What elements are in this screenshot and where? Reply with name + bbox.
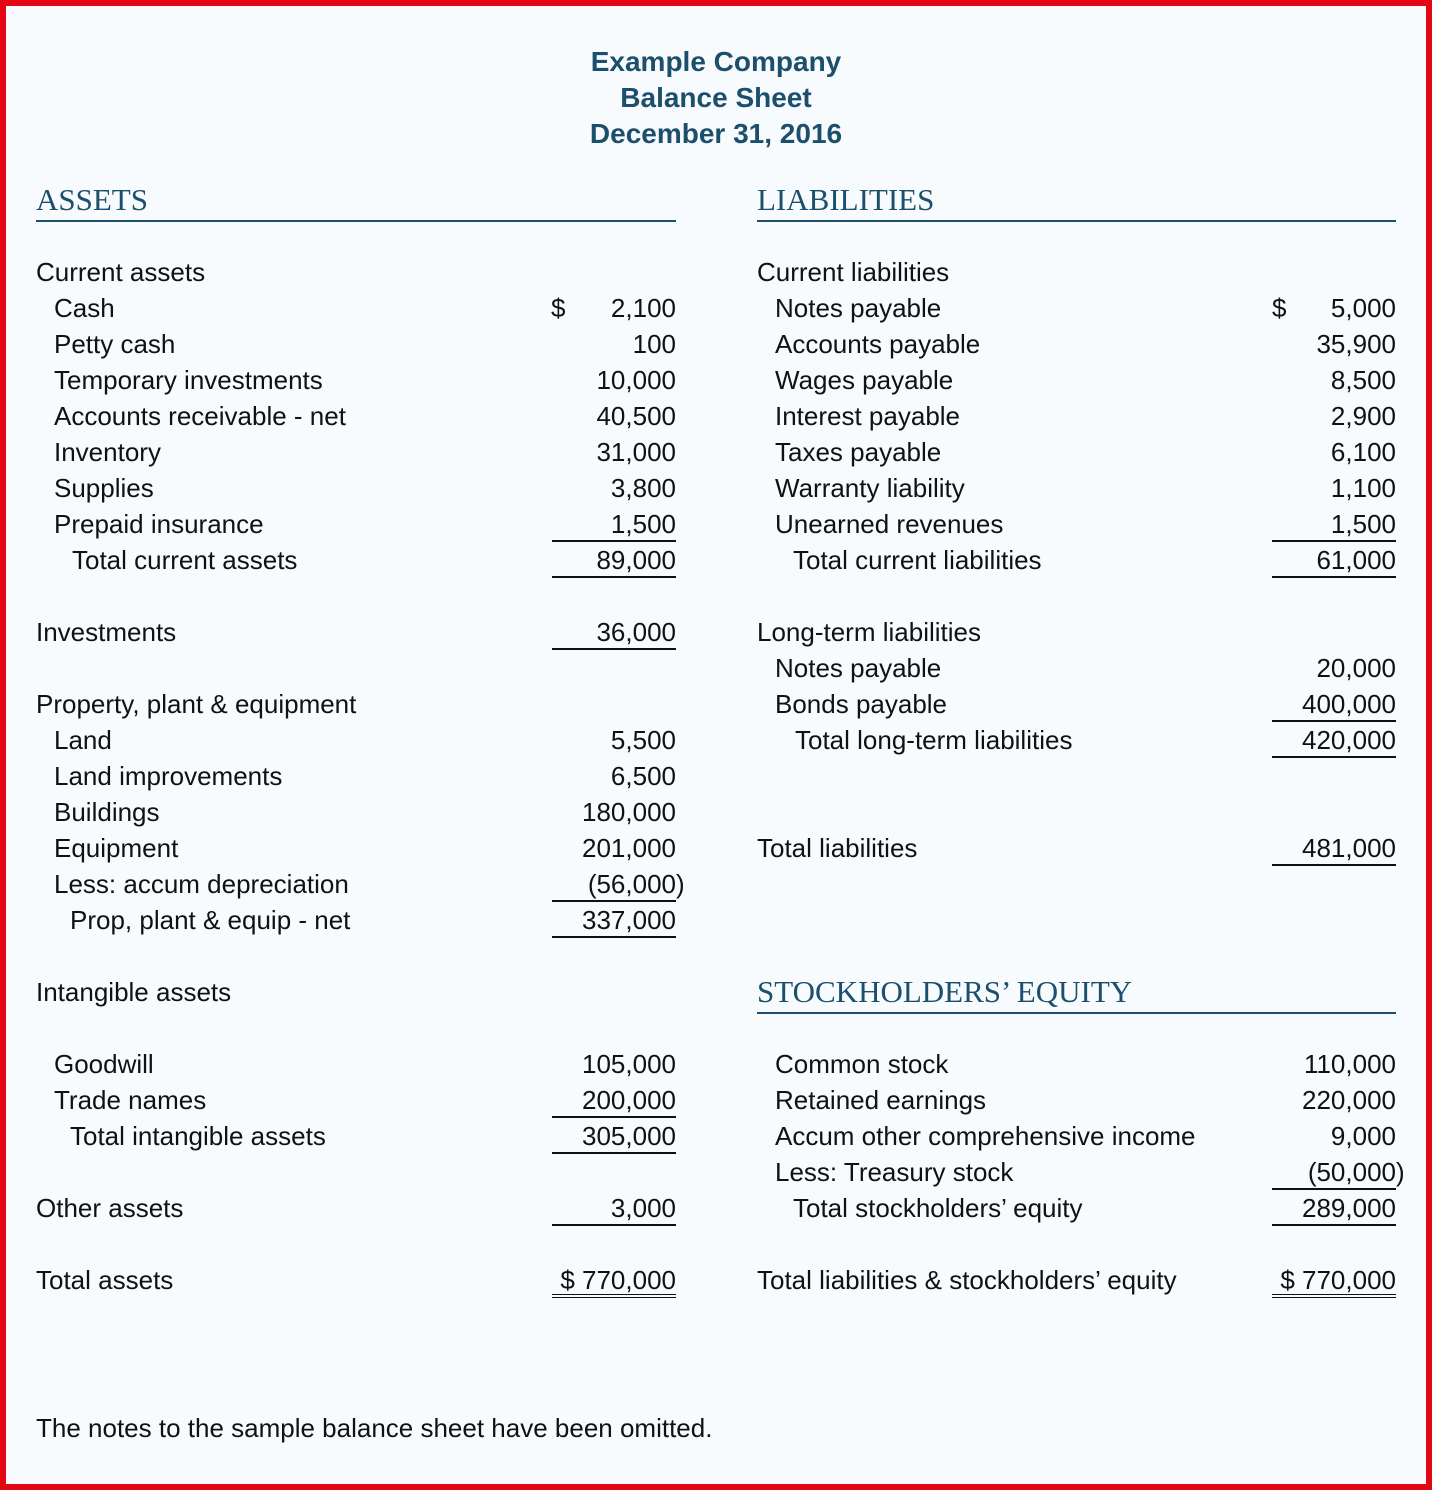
accum-depreciation-label: Less: accum depreciation [54,869,349,899]
total-equity-value: 289,000 [1272,1190,1396,1226]
ppe-label: Property, plant & equipment [36,689,357,719]
footer-note: The notes to the sample balance sheet have been omitted. [36,1413,713,1443]
accounts-receivable-label: Accounts receivable - net [54,401,346,431]
land-value: 5,500 [610,725,676,755]
accounts-receivable-value: 40,500 [596,401,676,431]
report-title: Balance Sheet [620,82,812,113]
total-equity-label: Total stockholders’ equity [793,1193,1083,1223]
other-assets-value: 3,000 [552,1190,676,1226]
current-assets-label: Current assets [36,257,206,287]
treasury-stock-value: (50,000 [1272,1154,1396,1190]
goodwill-label: Goodwill [54,1049,154,1079]
temp-investments-value: 10,000 [596,365,676,395]
liabilities-heading: LIABILITIES [757,180,1396,222]
petty-cash-label: Petty cash [54,329,176,359]
interest-payable-value: 2,900 [1330,401,1396,431]
petty-cash-value: 100 [632,329,676,359]
lt-notes-payable-label: Notes payable [775,653,942,683]
company-name: Example Company [590,46,842,77]
common-stock-label: Common stock [775,1049,949,1079]
wages-payable-value: 8,500 [1330,365,1396,395]
total-liabilities-equity-label: Total liabilities & stockholders’ equity [757,1265,1177,1295]
land-label: Land [54,725,112,755]
total-intangible-label: Total intangible assets [70,1121,326,1151]
total-intangible-value: 305,000 [552,1118,676,1154]
total-assets-value: $ 770,000 [552,1262,676,1298]
longterm-liabilities-label: Long-term liabilities [757,617,981,647]
warranty-liability-label: Warranty liability [775,473,965,503]
intangible-assets-label: Intangible assets [36,977,232,1007]
land-improvements-label: Land improvements [54,761,283,791]
total-current-liabilities-value: 61,000 [1272,542,1396,578]
unearned-revenues-label: Unearned revenues [775,509,1004,539]
total-liabilities-label: Total liabilities [757,833,918,863]
treasury-stock-close-paren: ) [1396,1157,1405,1187]
ppe-net-value: 337,000 [552,902,676,938]
cash-currency: $ [551,293,566,323]
prepaid-insurance-value: 1,500 [552,506,676,542]
total-assets-label: Total assets [36,1265,174,1295]
buildings-label: Buildings [54,797,160,827]
total-current-liabilities-label: Total current liabilities [793,545,1042,575]
taxes-payable-value: 6,100 [1330,437,1396,467]
prepaid-insurance-label: Prepaid insurance [54,509,264,539]
notes-payable-label: Notes payable [775,293,942,323]
cash-value: 2,100 [610,293,676,323]
buildings-value: 180,000 [582,797,676,827]
aoci-label: Accum other comprehensive income [775,1121,1196,1151]
bonds-payable-value: 400,000 [1272,686,1396,722]
equipment-label: Equipment [54,833,179,863]
notes-payable-value: 5,000 [1330,293,1396,323]
temp-investments-label: Temporary investments [54,365,323,395]
trade-names-value: 200,000 [552,1082,676,1118]
aoci-value: 9,000 [1330,1121,1396,1151]
inventory-value: 31,000 [596,437,676,467]
current-liabilities-label: Current liabilities [757,257,950,287]
investments-label: Investments [36,617,177,647]
accounts-payable-value: 35,900 [1316,329,1396,359]
notes-payable-currency: $ [1272,293,1287,323]
total-current-assets-value: 89,000 [552,542,676,578]
equipment-value: 201,000 [582,833,676,863]
trade-names-label: Trade names [54,1085,207,1115]
total-longterm-value: 420,000 [1272,722,1396,758]
lt-notes-payable-value: 20,000 [1316,653,1396,683]
land-improvements-value: 6,500 [610,761,676,791]
cash-label: Cash [54,293,115,323]
total-current-assets-label: Total current assets [72,545,298,575]
retained-earnings-value: 220,000 [1302,1085,1396,1115]
treasury-stock-label: Less: Treasury stock [775,1157,1014,1187]
retained-earnings-label: Retained earnings [775,1085,987,1115]
other-assets-label: Other assets [36,1193,184,1223]
total-liabilities-value: 481,000 [1272,830,1396,866]
inventory-label: Inventory [54,437,161,467]
common-stock-value: 110,000 [1303,1049,1396,1079]
investments-value: 36,000 [552,614,676,650]
accum-depreciation-value: (56,000 [552,866,676,902]
bonds-payable-label: Bonds payable [775,689,948,719]
accounts-payable-label: Accounts payable [775,329,981,359]
goodwill-value: 105,000 [582,1049,676,1079]
total-longterm-label: Total long-term liabilities [795,725,1073,755]
supplies-label: Supplies [54,473,154,503]
ppe-net-label: Prop, plant & equip - net [70,905,351,935]
warranty-liability-value: 1,100 [1330,473,1396,503]
assets-heading: ASSETS [36,180,676,222]
taxes-payable-label: Taxes payable [775,437,942,467]
accum-depreciation-close-paren: ) [676,869,685,899]
report-date: December 31, 2016 [589,118,843,149]
wages-payable-label: Wages payable [775,365,954,395]
supplies-value: 3,800 [610,473,676,503]
equity-heading: STOCKHOLDERS’ EQUITY [757,972,1396,1014]
interest-payable-label: Interest payable [775,401,961,431]
unearned-revenues-value: 1,500 [1272,506,1396,542]
total-liabilities-equity-value: $ 770,000 [1272,1262,1396,1298]
